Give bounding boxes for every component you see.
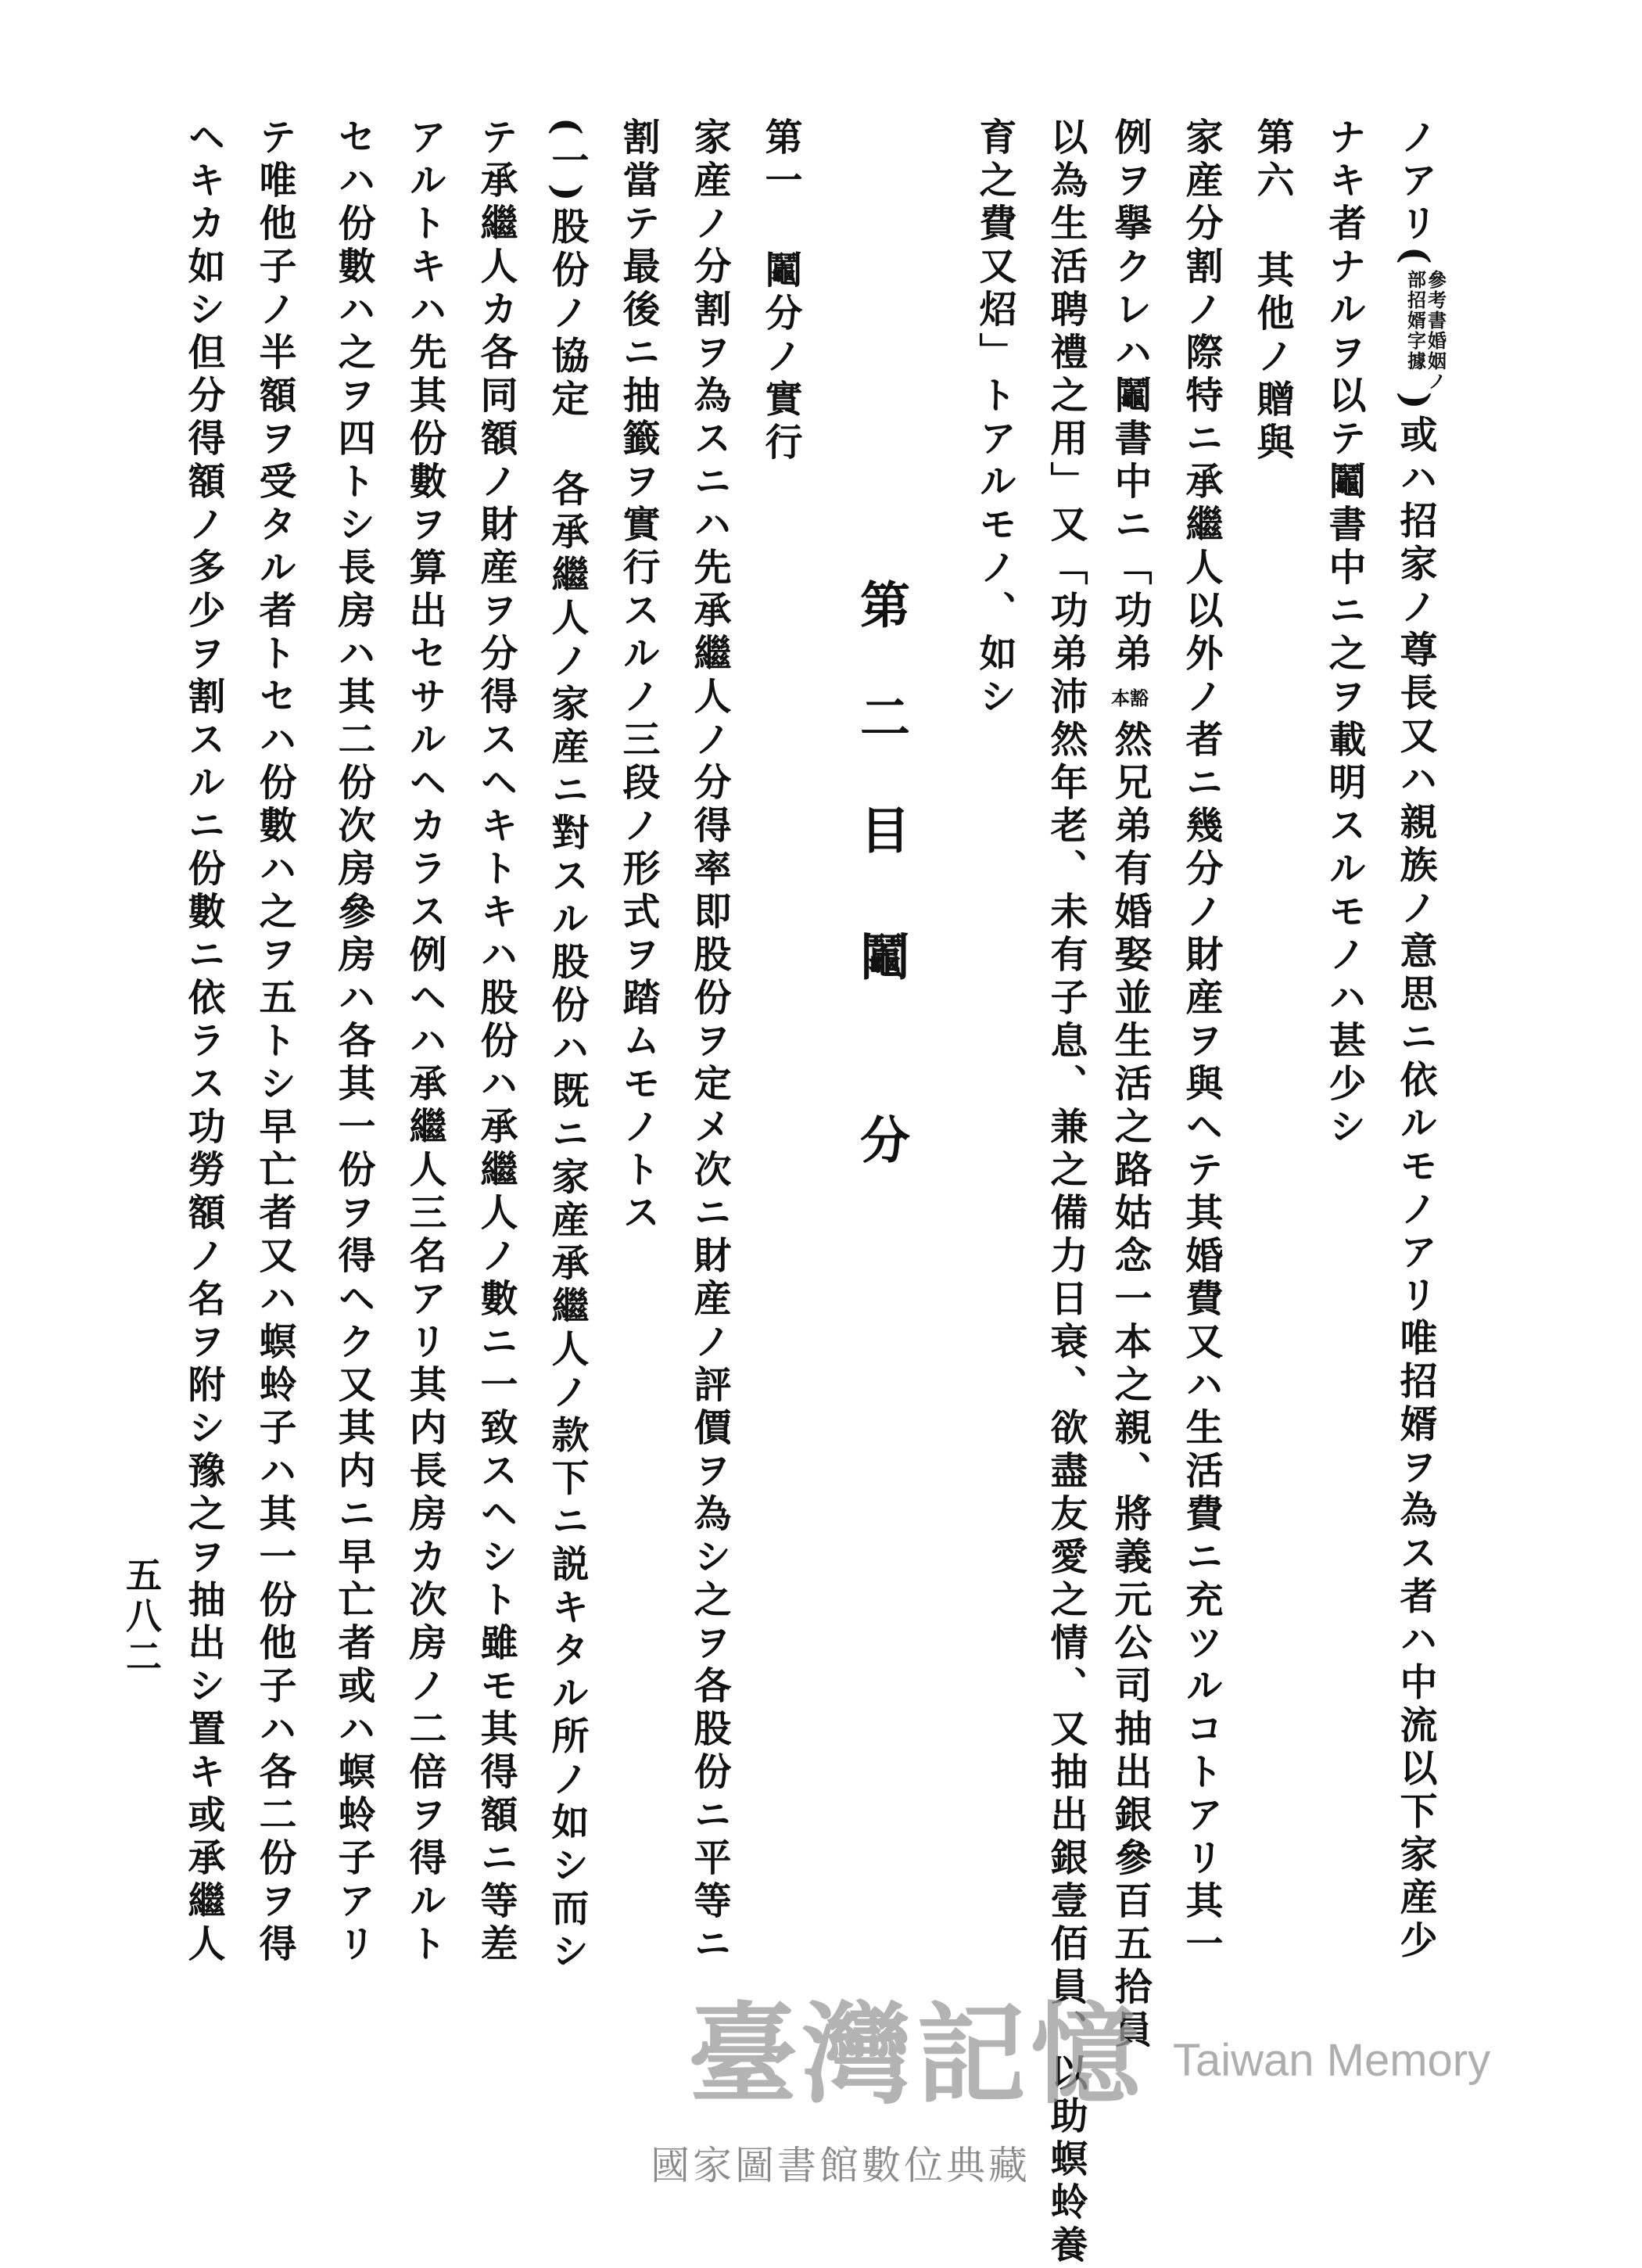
text-column-2: ナキ者ナルヲ以テ鬮書中ニ之ヲ載明スルモノハ甚少シ [1322,117,1366,1150]
text-column-9: 家産ノ分割ヲ為スニハ先承繼人ノ分得率即股份ヲ定メ次ニ財産ノ評價ヲ為シ之ヲ各股份ニ平等ニ [687,117,731,1967]
page-number: 五八二 [120,1556,163,1678]
section-number: 第六 [1250,117,1294,203]
subsection-heading: (一)股份ノ協定 [545,117,589,422]
inline-note-line: 參考書婚姻ノ [1424,269,1447,392]
text-column-1 [1392,117,1446,1963]
text-column-13: アルトキハ先其份數ヲ算出セサルヘカラス例ヘハ承繼人三名アリ其内長房カ次房ノ二倍ヲ得ルト [403,117,446,1967]
paren-close: ) [1393,391,1437,415]
text-column-6: 以為生活聘禮之用」又「功弟沛然年老、未有子息、兼之備力日衰、欲盡友愛之情、又抽出銀壹佰員、以助螟蛉養 [1044,117,1088,2268]
section-heading-1 [757,117,804,465]
text-column-10: 割當テ最後ニ抽籤ヲ實行スルノ三段ノ形式ヲ踏ムモノトス [616,117,660,1236]
text-column-16: ヘキカ如シ但分得額ノ多少ヲ割スルニ份數ニ依ラス功勞額ノ名ヲ附シ豫之ヲ抽出シ置キ或承繼人 [181,117,225,1967]
watermark-logo-text: Taiwan Memory [1173,2035,1491,2086]
chapter-heading-title: 鬮分 [851,931,910,1297]
text-column-5 [1106,117,1153,2053]
text-column-14: セハ份數ハ之ヲ四トシ長房ハ其二份次房參房ハ各其一份ヲ得ヘク又其内ニ早亡者或ハ螟蛉子アリ [332,117,375,1967]
text: 然兄弟有婚娶並生活之路姑念一本之親、將義元公司抽出銀參百五拾員 [1108,720,1152,2053]
text: 例ヲ擧クレハ鬮書中ニ「功弟 [1108,117,1152,676]
chapter-heading: 第二目 [851,579,910,917]
section-heading-6 [1249,117,1296,465]
text-column-15: テ唯他子ノ半額ヲ受タル者トセハ份數ハ之ヲ五トシ早亡者又ハ螟蛉子ハ其一份他子ハ各二份ヲ得 [253,117,296,1967]
text: 或ハ招家ノ尊長又ハ親族ノ意思ニ依ルモノアリ唯招婿ヲ為ス者ハ中流以下家産少 [1393,414,1437,1964]
text-column-12: テ承繼人カ各同額ノ財産ヲ分得スヘキトキハ股份ハ承繼人ノ數ニ一致スヘシト雖モ其得額ニ等差 [474,117,518,1967]
text: ノアリ [1393,117,1437,246]
text: 各承繼人ノ家産ニ對スル股份ハ既ニ家産承繼人ノ款下ニ説キタル所ノ如シ而シ [545,468,589,1975]
section-title: 其他ノ贈與 [1250,250,1294,465]
text-column-7: 育之費又炤」トアルモノ、如シ [973,117,1016,720]
watermark-logo: 臺灣記憶 [688,1991,1145,2119]
text-column-4: 家産分割ノ際特ニ承繼人以外ノ者ニ幾分ノ財産ヲ與ヘテ其婚費又ハ生活費ニ充ツルコトアリ其一 [1179,117,1223,1967]
text-column-11 [543,117,590,1974]
inline-note [1405,270,1446,392]
section-number: 第一 [758,117,802,203]
inline-note-line: 部招婿字據 [1404,269,1427,371]
section-title: 鬮分ノ實行 [758,250,802,465]
footer-credit: 國家圖書館數位典藏 [651,2143,1031,2188]
paren-open: ( [1393,246,1437,270]
inline-note: 本豁 [1111,687,1149,709]
